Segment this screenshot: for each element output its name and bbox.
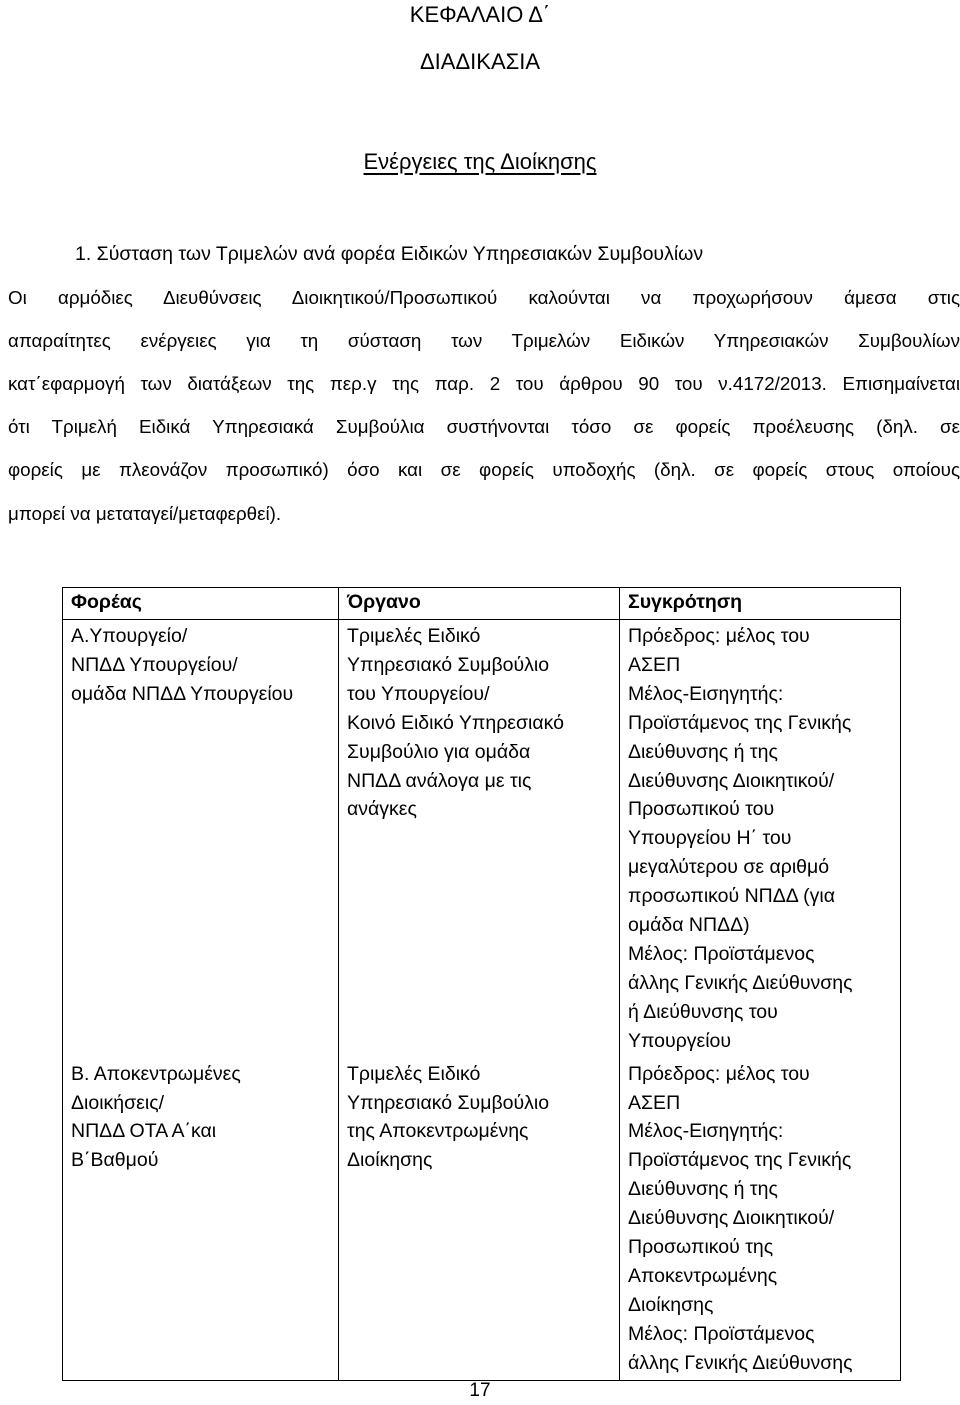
cell-line: Προσωπικού του: [628, 798, 775, 821]
cell-line: ομάδα ΝΠΔΔ): [628, 914, 750, 937]
cell-foreas: [63, 1058, 339, 1380]
cell-line: ΝΠΔΔ ανάλογα με τις: [347, 769, 532, 792]
cell-line: μεγαλύτερου σε αριθμό: [628, 856, 830, 879]
cell-line: προσωπικού ΝΠΔΔ (για: [628, 885, 836, 908]
cell-line: Υπηρεσιακό Συμβούλιο: [347, 1091, 550, 1114]
cell-line: Β΄Βαθμού: [71, 1149, 159, 1172]
cell-line: της Αποκεντρωμένης: [347, 1120, 529, 1143]
cell-line: ΑΣΕΠ: [628, 1091, 681, 1114]
cell-line: Υπηρεσιακό Συμβούλιο: [347, 653, 550, 676]
cell-line: Προϊστάμενος της Γενικής: [628, 711, 852, 734]
cell-line: Διοίκησης: [347, 1149, 433, 1172]
cell-line: Πρόεδρος: μέλος του: [628, 1062, 810, 1085]
table-row: [63, 620, 901, 1058]
table-row: [63, 1058, 901, 1380]
cell-line: ΑΣΕΠ: [628, 653, 681, 676]
cell-line: Διεύθυνσης ή της: [628, 740, 778, 763]
cell-organo: [339, 620, 620, 1058]
cell-line: Α.Υπουργείο/: [71, 625, 188, 647]
chapter-title: ΚΕΦΑΛΑΙΟ Δ΄: [409, 2, 551, 27]
cell-line: Προσωπικού της: [628, 1236, 774, 1259]
cell-line: Διοικήσεις/: [71, 1091, 165, 1114]
cell-sygkrotisi: [620, 620, 901, 1058]
cell-line: Μέλος: Προϊστάμενος: [628, 942, 815, 965]
cell-line: ΝΠΔΔ ΟΤΑ Α΄και: [71, 1120, 217, 1143]
cell-line: Διεύθυνσης ή της: [628, 1178, 778, 1201]
cell-line: ανάγκες: [347, 798, 417, 821]
cell-line: Πρόεδρος: μέλος του: [628, 625, 810, 647]
cell-line: Υπουργείου Η΄ του: [628, 827, 792, 850]
paragraph-line: μπορεί να μεταταγεί/μεταφερθεί).: [8, 503, 282, 524]
table-header-row: [63, 588, 901, 620]
cell-line: Β. Αποκεντρωμένες: [71, 1062, 241, 1085]
header-foreas: Φορέας: [63, 588, 339, 620]
paragraph-line: απαραίτητες ενέργειες για τη σύσταση των Τριμελών Ειδικών Υπηρεσιακών Συμβουλίων: [8, 330, 960, 351]
cell-line: άλλης Γενικής Διεύθυνσης: [628, 971, 853, 994]
cell-line: Συμβούλιο για ομάδα: [347, 740, 531, 763]
paragraph-line: φορείς με πλεονάζον προσωπικό) όσο και σε φορείς υποδοχής (δηλ. σε φορείς στους οποίους: [8, 459, 960, 480]
cell-line: Διεύθυνσης Διοικητικού/: [628, 1207, 835, 1230]
cell-sygkrotisi: [620, 1058, 901, 1380]
header-sygkrotisi: Συγκρότηση: [620, 588, 901, 620]
cell-line: άλλης Γενικής Διεύθυνσης: [628, 1351, 853, 1374]
cell-organo: [339, 1058, 620, 1380]
cell-line: Κοινό Ειδικό Υπηρεσιακό: [347, 711, 564, 734]
paragraph-line: Οι αρμόδιες Διευθύνσεις Διοικητικού/Προσωπικού καλούνται να προχωρήσουν άμεσα στις: [8, 287, 960, 308]
cell-line: του Υπουργείου/: [347, 682, 490, 705]
procedure-title: ΔΙΑΔΙΚΑΣΙΑ: [419, 49, 541, 74]
paragraph-line: κατ΄εφαρμογή των διατάξεων της περ.γ της παρ. 2 του άρθρου 90 του ν.4172/2013. Επισημαίνεται: [8, 373, 960, 394]
header-organo: Όργανο: [339, 588, 620, 620]
paragraph-line: ότι Τριμελή Ειδικά Υπηρεσιακά Συμβούλια συστήνονται τόσο σε φορείς προέλευσης (δηλ. σε: [8, 416, 960, 437]
cell-line: ή Διεύθυνσης του: [628, 1000, 778, 1023]
cell-line: Αποκεντρωμένης: [628, 1264, 778, 1287]
cell-line: Μέλος-Εισηγητής:: [628, 1120, 784, 1143]
cell-line: Διοίκησης: [628, 1293, 714, 1316]
section-heading: Ενέργειες της Διοίκησης: [363, 149, 597, 174]
cell-line: Διεύθυνσης Διοικητικού/: [628, 769, 835, 792]
cell-line: ΝΠΔΔ Υπουργείου/: [71, 653, 238, 676]
cell-line: Μέλος-Εισηγητής:: [628, 682, 784, 705]
cell-line: Τριμελές Ειδικό: [347, 625, 481, 647]
cell-line: Μέλος: Προϊστάμενος: [628, 1322, 815, 1345]
cell-line: ομάδα ΝΠΔΔ Υπουργείου: [71, 682, 294, 705]
cell-line: Υπουργείου: [628, 1029, 732, 1052]
page-number: 17: [469, 1380, 491, 1401]
cell-line: Τριμελές Ειδικό: [347, 1062, 481, 1085]
subsection-title: 1. Σύσταση των Τριμελών ανά φορέα Ειδικών Υπηρεσιακών Συμβουλίων: [75, 243, 704, 265]
composition-table: [62, 587, 901, 1381]
cell-line: Προϊστάμενος της Γενικής: [628, 1149, 852, 1172]
cell-foreas: [63, 620, 339, 1058]
